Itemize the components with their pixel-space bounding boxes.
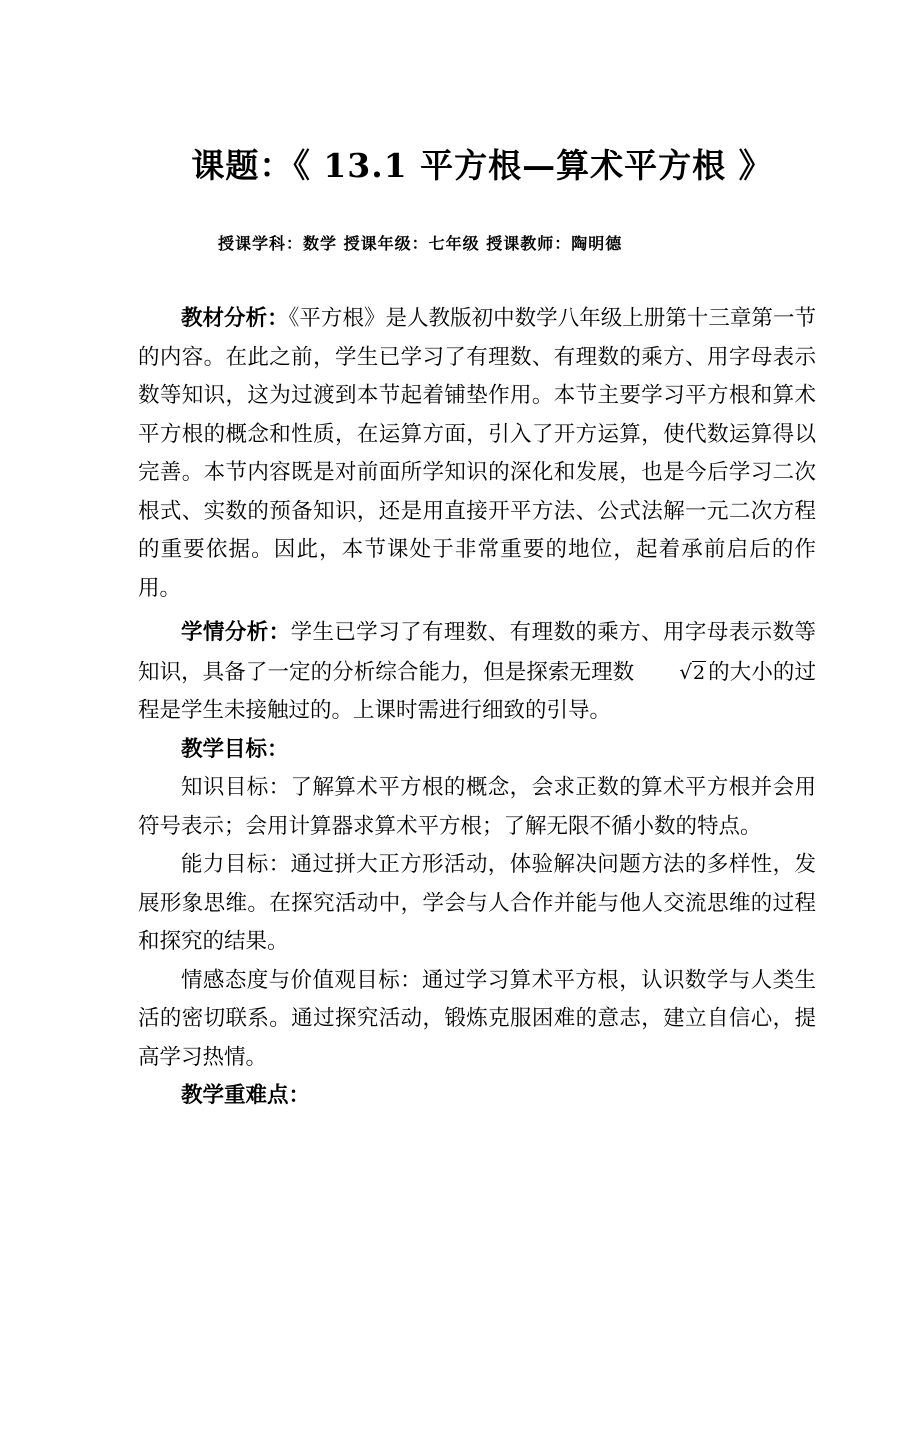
key-points-heading: 教学重难点：	[181, 1083, 311, 1108]
teacher-value: 陶明德	[571, 234, 623, 253]
subject-value: 数学	[303, 234, 338, 253]
teacher-label: 授课教师：	[486, 234, 572, 253]
radicand-value: 2	[693, 661, 706, 684]
textbook-analysis-text: 《平方根》是人教版初中数学八年级上册第十三章第一节的内容。在此之前，学生已学习了有理数、有理数的乘方、用字母表示数等知识，这为过渡到本节起着铺垫作用。本节主要学习平方根和算术平方根的概念和性质，在运算方面，引入了开方运算，使代数运算得以完善。本节内容既是对前面所学知识的深化和发展，也是今后学习二次根式、实数的预备知识，还是用直接开平方法、公式法解一元二次方程的重要依据。因此，本节课处于非常重要的地位，起着承前启后的作用。	[138, 306, 816, 601]
emotion-goal-paragraph: 情感态度与价值观目标：通过学习算术平方根，认识数学与人类生活的密切联系。通过探究活动，锻炼克服困难的意志，建立自信心，提高学习热情。	[138, 967, 816, 1070]
teaching-goals-heading: 教学目标：	[181, 736, 289, 762]
sqrt-two-expression	[636, 653, 706, 693]
student-analysis-paragraph	[138, 614, 816, 731]
lesson-meta	[138, 232, 816, 256]
student-analysis-text-after: 的大小的过程是学生未接触过的。上课时需进行细致的引导。	[138, 659, 816, 723]
document-page	[0, 140, 920, 1442]
document-body	[138, 300, 816, 1116]
student-analysis-heading: 学情分析：	[181, 620, 291, 645]
grade-value: 七年级	[428, 234, 480, 253]
ability-goal-paragraph: 能力目标：通过拼大正方形活动，体验解决问题方法的多样性，发展形象思维。在探究活动中，学会与人合作并能与他人交流思维的过程和探究的结果。	[138, 852, 816, 954]
radical-symbol: √	[679, 659, 692, 684]
textbook-analysis-paragraph	[138, 300, 816, 608]
lesson-title: 课题：《 13.1 平方根—算术平方根 》	[191, 146, 773, 185]
student-analysis-text-before: 学生已学习了有理数、有理数的乘方、用字母表示数等知识，具备了一定的分析综合能力，但是探索无理数	[138, 620, 816, 685]
textbook-analysis-heading: 教材分析：	[181, 306, 289, 331]
knowledge-goal-paragraph: 知识目标：了解算术平方根的概念，会求正数的算术平方根并会用符号表示；会用计算器求算术平方根；了解无限不循小数的特点。	[138, 775, 816, 839]
grade-label: 授课年级：	[343, 234, 429, 253]
subject-label: 授课学科：	[218, 234, 304, 253]
